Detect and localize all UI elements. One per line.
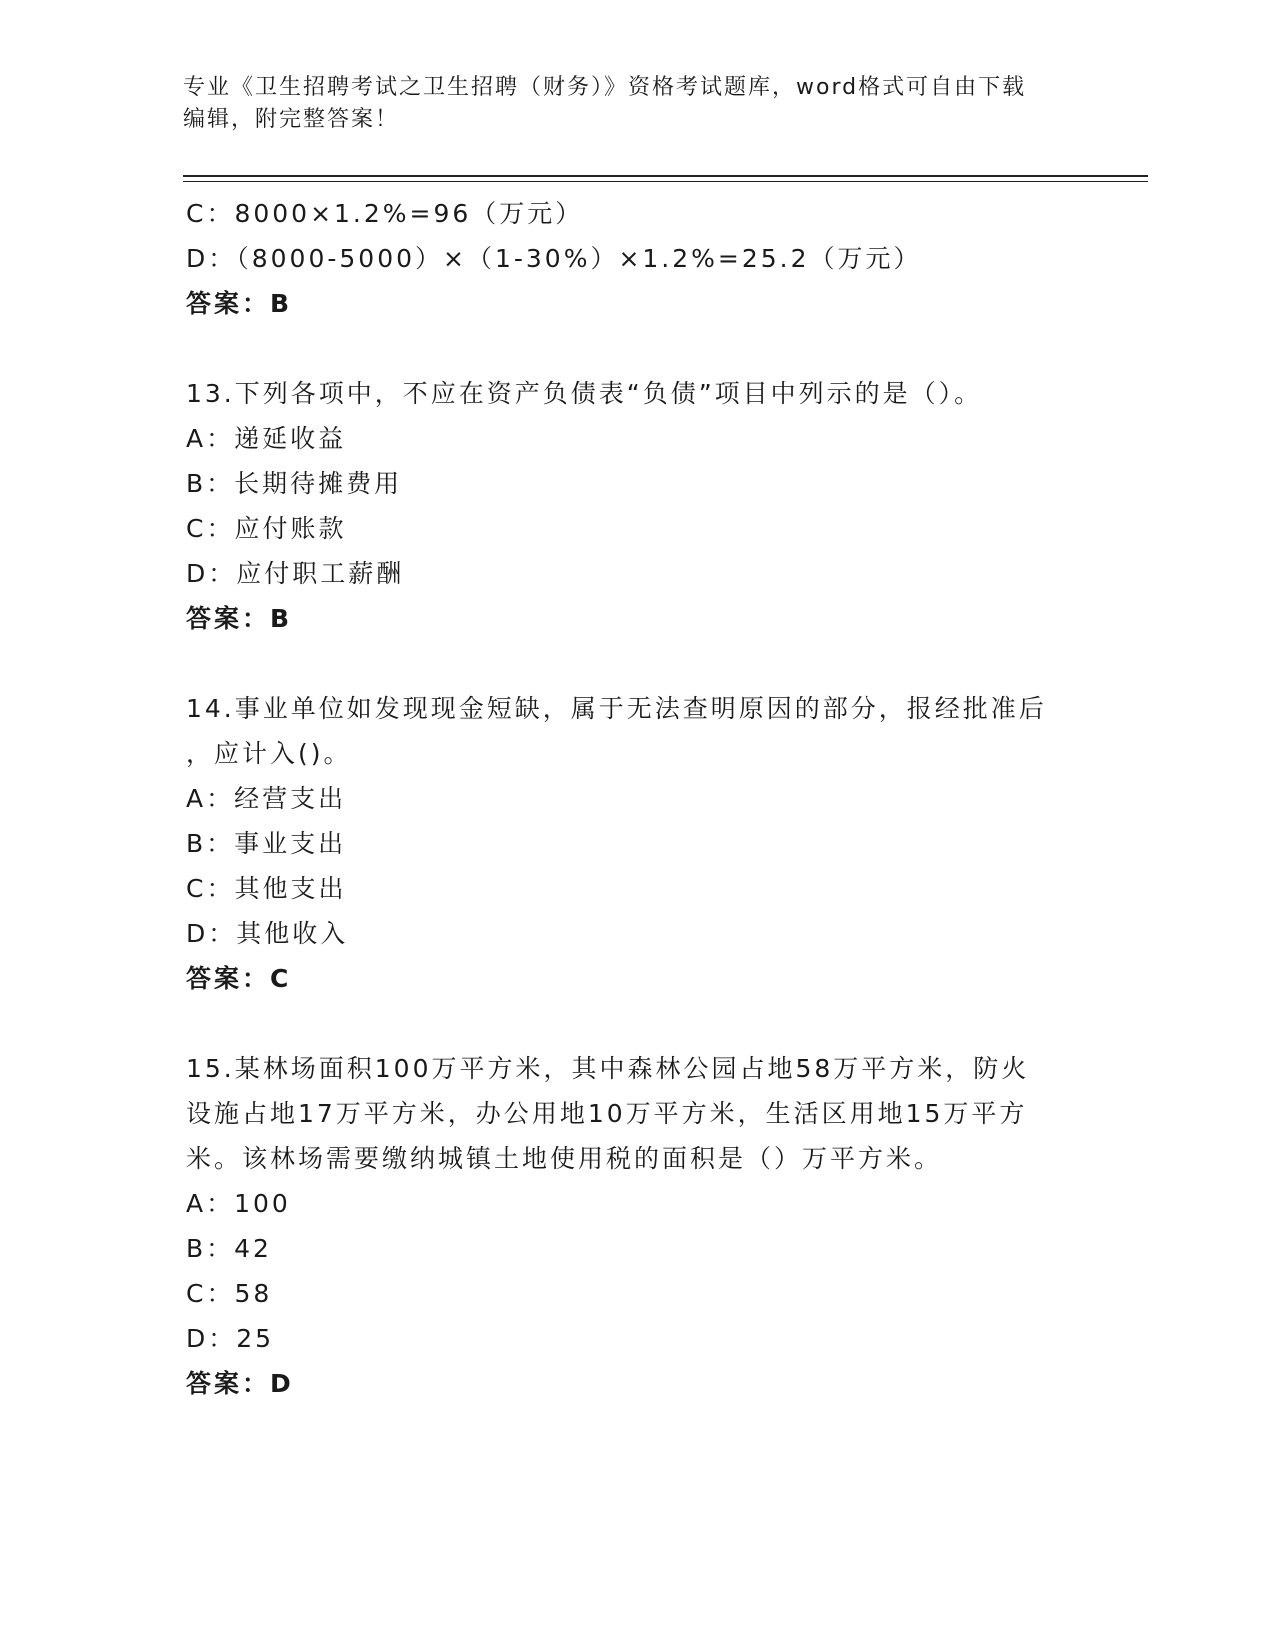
option-c: C：应付账款 xyxy=(186,514,347,543)
option-c: C：8000×1.2%=96（万元） xyxy=(186,199,584,228)
option-a: A：100 xyxy=(186,1189,291,1218)
header-divider-thin xyxy=(183,181,1148,182)
option-b: B：长期待摊费用 xyxy=(186,469,403,498)
document-header xyxy=(183,72,1063,136)
option-a: A：递延收益 xyxy=(186,424,347,453)
question-stem-line-1: 14.事业单位如发现现金短缺，属于无法查明原因的部分，报经批准后 xyxy=(186,694,1047,723)
option-c: C：58 xyxy=(186,1279,273,1308)
header-divider-thick xyxy=(183,175,1148,177)
option-c: C：其他支出 xyxy=(186,874,347,903)
option-d: D：25 xyxy=(186,1324,275,1353)
question-stem-line-1: 15.某林场面积100万平方米，其中森林公园占地58万平方米，防火 xyxy=(186,1054,1030,1083)
option-a: A：经营支出 xyxy=(186,784,347,813)
option-b: B：42 xyxy=(186,1234,272,1263)
question-stem-line-3: 米。该林场需要缴纳城镇土地使用税的面积是（）万平方米。 xyxy=(186,1144,943,1173)
question-13 xyxy=(186,371,1086,641)
answer: 答案：B xyxy=(186,604,293,633)
question-15 xyxy=(186,1046,1086,1406)
question-list xyxy=(186,191,1086,1406)
spacer xyxy=(186,641,1086,686)
question-stem-line-2: ，应计入()。 xyxy=(186,739,352,768)
answer: 答案：C xyxy=(186,964,292,993)
spacer xyxy=(186,326,1086,371)
option-d: D：其他收入 xyxy=(186,919,349,948)
spacer xyxy=(186,1001,1086,1046)
question-stem-line-2: 设施占地17万平方米，办公用地10万平方米，生活区用地15万平方 xyxy=(186,1099,1028,1128)
option-d: D：（8000-5000）×（1-30%）×1.2%=25.2（万元） xyxy=(186,244,922,273)
header-line-2: 编辑，附完整答案！ xyxy=(183,107,400,132)
header-line-1: 专业《卫生招聘考试之卫生招聘（财务）》资格考试题库，word格式可自由下载 xyxy=(183,75,1027,100)
answer: 答案：B xyxy=(186,289,293,318)
question-stem: 13.下列各项中，不应在资产负债表“负债”项目中列示的是（）。 xyxy=(186,379,983,408)
answer: 答案：D xyxy=(186,1369,294,1398)
option-b: B：事业支出 xyxy=(186,829,347,858)
question-12-tail xyxy=(186,191,1086,326)
question-14 xyxy=(186,686,1086,1001)
option-d: D：应付职工薪酬 xyxy=(186,559,405,588)
